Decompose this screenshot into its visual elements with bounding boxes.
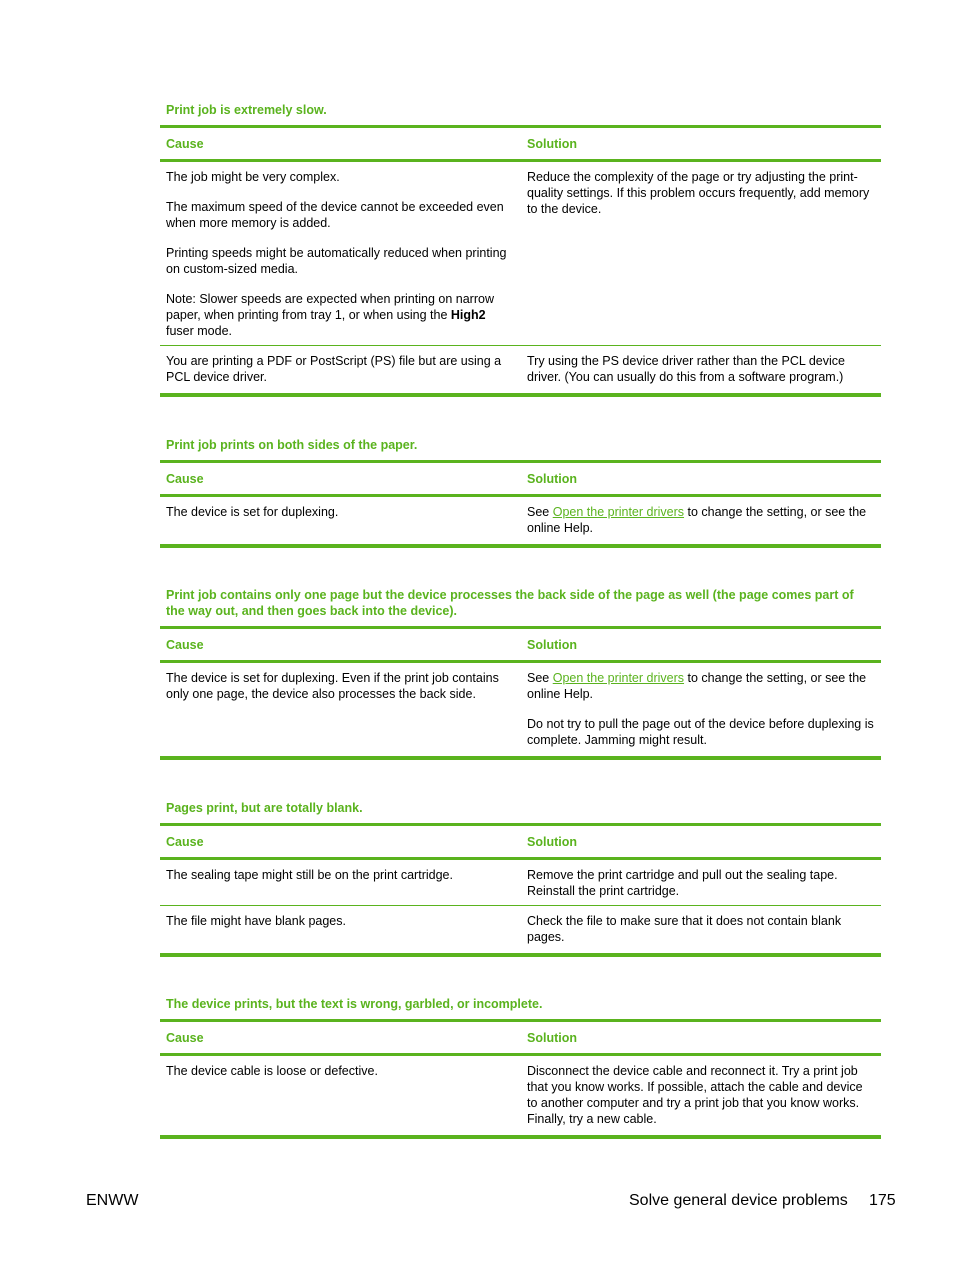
solution-header: Solution bbox=[521, 1021, 881, 1055]
solution-cell: Disconnect the device cable and reconnect it. Try a print job that you know works. If possible, attach the cable and device to another computer and try a print job that you know works. Finally, try a new cable. bbox=[521, 1055, 881, 1138]
cause-cell: The file might have blank pages. bbox=[160, 906, 521, 956]
table-row bbox=[160, 161, 881, 346]
table-header-row bbox=[160, 628, 881, 662]
printer-drivers-link[interactable]: Open the printer drivers bbox=[552, 671, 685, 685]
cause-solution-table bbox=[160, 1019, 881, 1139]
cause-header: Cause bbox=[160, 825, 521, 859]
table-row bbox=[160, 346, 881, 396]
cause-cell bbox=[160, 161, 521, 346]
cause-header: Cause bbox=[160, 1021, 521, 1055]
footer-page-number: 175 bbox=[869, 1192, 896, 1209]
section-title: Pages print, but are totally blank. bbox=[166, 801, 363, 815]
cause-header: Cause bbox=[160, 127, 521, 161]
solution-cell: Try using the PS device driver rather than the PCL device driver. (You can usually do this from a software program.) bbox=[521, 346, 881, 396]
cause-header: Cause bbox=[160, 462, 521, 496]
footer-left-label: ENWW bbox=[86, 1192, 139, 1209]
solution-cell: Reduce the complexity of the page or try adjusting the print-quality settings. If this problem occurs frequently, add memory to the device. bbox=[521, 161, 881, 346]
cause-cell: The device is set for duplexing. Even if the print job contains only one page, the device also processes the back side. bbox=[160, 662, 521, 759]
table-header-row bbox=[160, 1021, 881, 1055]
section-title: Print job prints on both sides of the paper. bbox=[166, 438, 418, 452]
solution-text: See bbox=[527, 505, 553, 519]
section-print-slow bbox=[160, 102, 881, 397]
solution-header: Solution bbox=[521, 127, 881, 161]
cause-cell: The sealing tape might still be on the print cartridge. bbox=[160, 859, 521, 906]
table-row bbox=[160, 859, 881, 906]
section-title: The device prints, but the text is wrong, garbled, or incomplete. bbox=[166, 997, 543, 1011]
solution-cell bbox=[521, 662, 881, 759]
solution-paragraph bbox=[527, 670, 875, 702]
table-row bbox=[160, 662, 881, 759]
solution-header: Solution bbox=[521, 628, 881, 662]
printer-drivers-link[interactable]: Open the printer drivers bbox=[552, 505, 685, 519]
solution-header: Solution bbox=[521, 825, 881, 859]
table-row bbox=[160, 496, 881, 547]
solution-cell: Remove the print cartridge and pull out the sealing tape. Reinstall the print cartridge. bbox=[521, 859, 881, 906]
note-text-end: fuser mode. bbox=[166, 324, 233, 338]
solution-text-end: to change the setting, or see the online Help. bbox=[527, 505, 867, 535]
cause-solution-table bbox=[160, 626, 881, 760]
cause-note bbox=[166, 291, 515, 339]
cause-solution-table bbox=[160, 125, 881, 397]
section-title: Print job is extremely slow. bbox=[166, 103, 327, 117]
table-header-row bbox=[160, 825, 881, 859]
solution-cell bbox=[521, 496, 881, 547]
footer-section-name: Solve general device problems bbox=[629, 1192, 848, 1209]
section-one-page-back-side bbox=[160, 587, 881, 760]
section-garbled-text bbox=[160, 996, 881, 1139]
section-blank-pages bbox=[160, 800, 881, 957]
cause-cell: You are printing a PDF or PostScript (PS) file but are using a PCL device driver. bbox=[160, 346, 521, 396]
cause-text: The job might be very complex. bbox=[166, 170, 340, 184]
cause-text: Printing speeds might be automatically reduced when printing on custom-sized media. bbox=[166, 246, 507, 276]
table-header-row bbox=[160, 127, 881, 161]
solution-cell: Check the file to make sure that it does not contain blank pages. bbox=[521, 906, 881, 956]
note-text: Note: Slower speeds are expected when printing on narrow paper, when printing from tray 1, or when using the bbox=[166, 292, 494, 322]
cause-solution-table bbox=[160, 460, 881, 548]
cause-text: The maximum speed of the device cannot be exceeded even when more memory is added. bbox=[166, 200, 504, 230]
solution-header: Solution bbox=[521, 462, 881, 496]
cause-cell: The device is set for duplexing. bbox=[160, 496, 521, 547]
cause-solution-table bbox=[160, 823, 881, 957]
table-row bbox=[160, 906, 881, 956]
section-title: Print job contains only one page but the device processes the back side of the page as well (the page comes part of the way out, and then goes back into the device). bbox=[166, 588, 854, 618]
table-header-row bbox=[160, 462, 881, 496]
cause-cell: The device cable is loose or defective. bbox=[160, 1055, 521, 1138]
table-row bbox=[160, 1055, 881, 1138]
solution-text: See bbox=[527, 671, 553, 685]
solution-paragraph: Do not try to pull the page out of the device before duplexing is complete. Jamming might result. bbox=[527, 717, 874, 747]
cause-header: Cause bbox=[160, 628, 521, 662]
mode-name: High2 bbox=[450, 308, 486, 322]
solution-text-end: to change the setting, or see the online Help. bbox=[527, 671, 867, 701]
section-duplex-prints bbox=[160, 437, 881, 548]
